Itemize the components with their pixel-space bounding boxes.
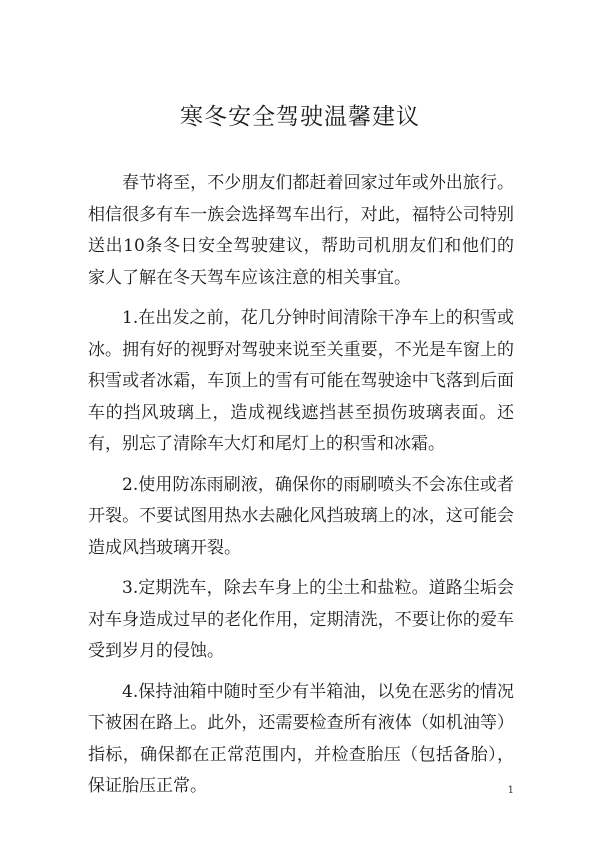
tip-1-paragraph: 1.在出发之前，花几分钟时间清除干净车上的积雪或冰。拥有好的视野对驾驶来说至关重要，不光是车窗上的积雪或者冰霜，车顶上的雪有可能在驾驶途中飞落到后面车的挡风玻璃上，造成视线遮挡甚至损伤玻璃表面。还有，别忘了清除车大灯和尾灯上的积雪和冰霜。 [88, 308, 514, 454]
tip-4-paragraph: 4.保持油箱中随时至少有半箱油，以免在恶劣的情况下被困在路上。此外，还需要检查所有液体（如机油等）指标，确保都在正常范围内，并检查胎压（包括备胎），保证胎压正常。 [88, 681, 514, 796]
page-number: 1 [507, 785, 514, 796]
tip-2-paragraph: 2.使用防冻雨刷液，确保你的雨刷喷头不会冻住或者开裂。不要试图用热水去融化风挡玻璃上的冰，这可能会造成风挡玻璃开裂。 [88, 474, 514, 558]
intro-paragraph: 春节将至，不少朋友们都赶着回家过年或外出旅行。相信很多有车一族会选择驾车出行，对此，福特公司特别送出10条冬日安全驾驶建议，帮助司机朋友们和他们的家人了解在冬天驾车应该注意的相关事宜。 [88, 173, 514, 288]
document-title: 寒冬安全驾驶温馨建议 [180, 104, 420, 130]
document-body [88, 168, 514, 812]
tip-3-paragraph: 3.定期洗车，除去车身上的尘土和盐粒。道路尘垢会对车身造成过早的老化作用，定期清洗，不要让你的爱车受到岁月的侵蚀。 [88, 578, 514, 661]
